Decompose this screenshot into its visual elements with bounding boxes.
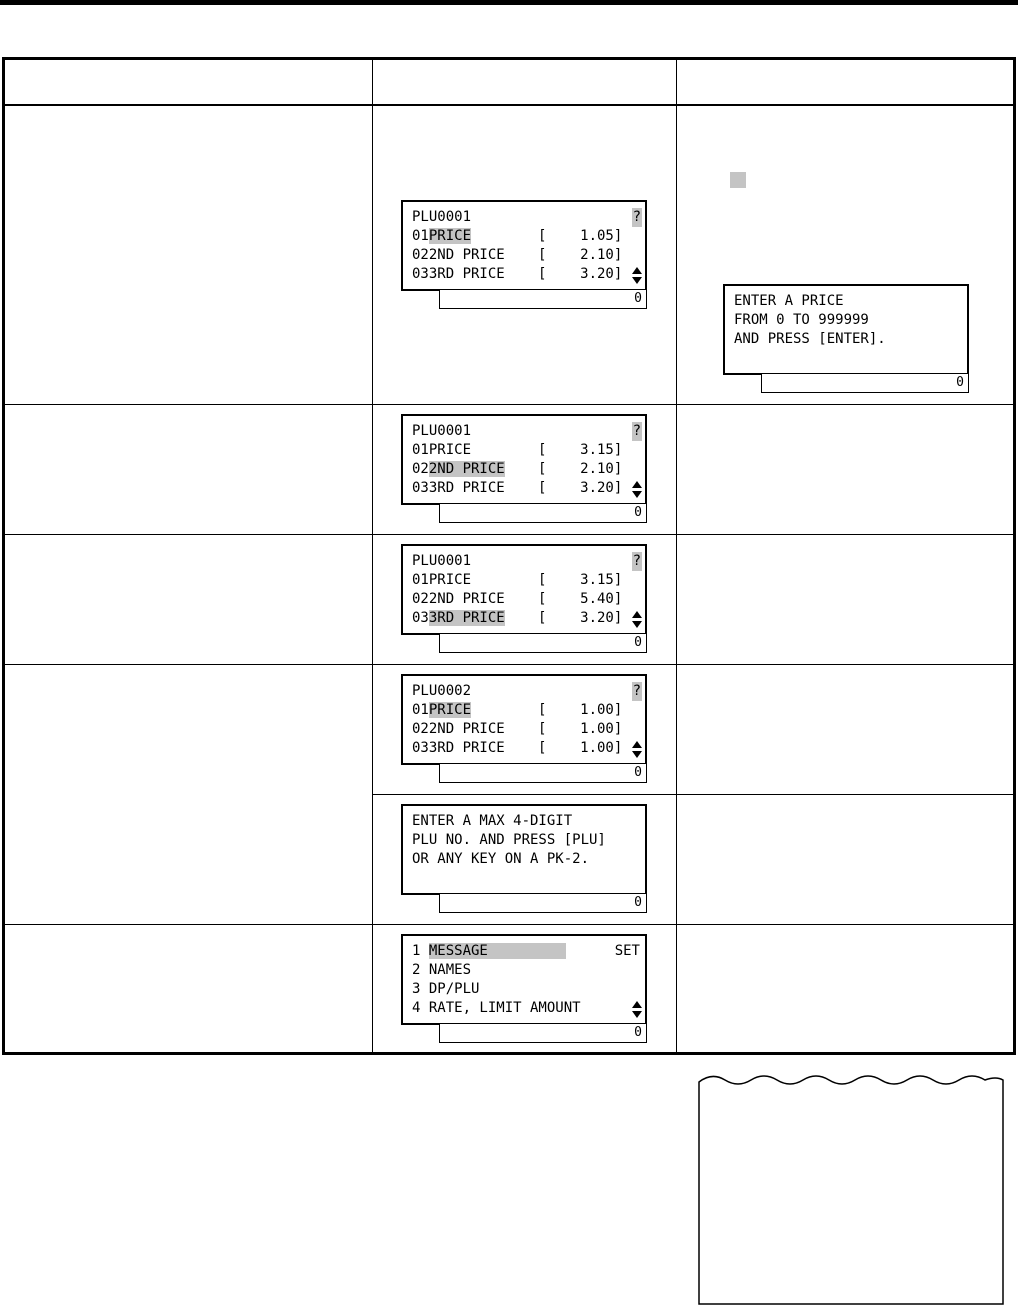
lcd-display: [401, 544, 647, 656]
header-divider: [5, 104, 1013, 106]
lcd-display: [401, 414, 647, 526]
lcd-value: [ 2.10]: [538, 461, 623, 477]
lcd-display: [401, 804, 647, 916]
lcd-line: PLU0001: [412, 553, 472, 569]
item-number: 03: [412, 610, 429, 626]
lcd-line: 033RD PRICE: [412, 266, 505, 282]
menu-item: 3 DP/PLU: [412, 981, 480, 997]
lcd-display: [401, 934, 647, 1046]
lcd-value: [ 1.00]: [538, 740, 623, 756]
status-value: 0: [634, 635, 642, 650]
lcd-status-bar: [439, 289, 647, 309]
lcd-line: ENTER A MAX 4-DIGIT: [412, 813, 573, 829]
lcd-display: [401, 200, 647, 312]
question-mark: ?: [632, 423, 641, 439]
row-divider: [372, 794, 1013, 795]
lcd-line: [412, 227, 471, 246]
lcd-value: [ 1.00]: [538, 702, 623, 718]
updown-arrows-icon: [632, 481, 642, 498]
menu-item: 4 RATE, LIMIT AMOUNT: [412, 1000, 581, 1016]
lcd-line: 033RD PRICE: [412, 480, 505, 496]
lcd-line: 022ND PRICE: [412, 591, 505, 607]
column-divider: [372, 60, 373, 1052]
lcd-line: [412, 609, 505, 628]
lcd-status-bar: [761, 373, 969, 393]
lcd-value: [ 2.10]: [538, 247, 623, 263]
lcd-status-bar: [439, 763, 647, 783]
lcd-screen: [401, 934, 647, 1025]
lcd-screen: [401, 200, 647, 291]
receipt-outline: [698, 1070, 1004, 1306]
menu-number: 1: [412, 943, 429, 959]
lcd-screen: [401, 414, 647, 505]
lcd-line: 01PRICE: [412, 572, 472, 588]
help-line: AND PRESS [ENTER].: [734, 331, 886, 347]
highlighted-field: PRICE: [428, 228, 472, 244]
highlighted-field: 2ND PRICE: [428, 461, 505, 477]
lcd-status-bar: [439, 503, 647, 523]
lcd-value: [ 3.15]: [538, 442, 623, 458]
lcd-value: [ 3.15]: [538, 572, 623, 588]
updown-arrows-icon: [632, 741, 642, 758]
lcd-display: [401, 674, 647, 786]
item-number: 02: [412, 461, 429, 477]
lcd-line: PLU NO. AND PRESS [PLU]: [412, 832, 606, 848]
highlighted-field: PRICE: [428, 702, 472, 718]
status-value: 0: [634, 1025, 642, 1040]
question-mark: ?: [632, 553, 641, 569]
updown-arrows-icon: [632, 1001, 642, 1018]
lcd-line: PLU0001: [412, 209, 472, 225]
menu-item: [412, 942, 566, 961]
lcd-line: [412, 460, 505, 479]
question-mark: ?: [632, 683, 641, 699]
lcd-screen: [401, 804, 647, 895]
top-rule: [0, 0, 1018, 5]
help-line: ENTER A PRICE: [734, 293, 844, 309]
help-display: [723, 284, 969, 396]
status-value: 0: [634, 291, 642, 306]
lcd-line: 01PRICE: [412, 442, 472, 458]
lcd-status-bar: [439, 893, 647, 913]
status-value: 0: [634, 765, 642, 780]
status-value: 0: [956, 375, 964, 390]
row-divider: [5, 534, 1013, 535]
lcd-line: [412, 701, 471, 720]
lcd-line: 022ND PRICE: [412, 721, 505, 737]
item-number: 01: [412, 702, 429, 718]
help-screen: [723, 284, 969, 375]
lcd-value: [ 1.05]: [538, 228, 623, 244]
lcd-screen: [401, 674, 647, 765]
menu-item: 2 NAMES: [412, 962, 472, 978]
lcd-value: [ 3.20]: [538, 610, 623, 626]
highlighted-field: 3RD PRICE: [428, 610, 505, 626]
item-number: 01: [412, 228, 429, 244]
help-line: FROM 0 TO 999999: [734, 312, 869, 328]
status-value: 0: [634, 895, 642, 910]
lcd-status-bar: [439, 633, 647, 653]
row-divider: [5, 664, 1013, 665]
lcd-line: PLU0002: [412, 683, 472, 699]
lcd-value: [ 1.00]: [538, 721, 623, 737]
row-divider: [5, 404, 1013, 405]
lcd-status-bar: [439, 1023, 647, 1043]
lcd-line: 033RD PRICE: [412, 740, 505, 756]
lcd-screen: [401, 544, 647, 635]
lcd-line: 022ND PRICE: [412, 247, 505, 263]
updown-arrows-icon: [632, 611, 642, 628]
status-value: 0: [634, 505, 642, 520]
lcd-line: OR ANY KEY ON A PK-2.: [412, 851, 590, 867]
lcd-value: [ 3.20]: [538, 266, 623, 282]
updown-arrows-icon: [632, 267, 642, 284]
lcd-line: PLU0001: [412, 423, 472, 439]
lcd-value: [ 5.40]: [538, 591, 623, 607]
set-label: SET: [614, 943, 640, 959]
column-divider: [676, 60, 677, 1052]
highlight-legend-swatch: [730, 172, 746, 188]
lcd-value: [ 3.20]: [538, 480, 623, 496]
question-mark: ?: [632, 209, 641, 225]
highlighted-menu-item: MESSAGE: [429, 943, 566, 959]
row-divider: [5, 924, 1013, 925]
